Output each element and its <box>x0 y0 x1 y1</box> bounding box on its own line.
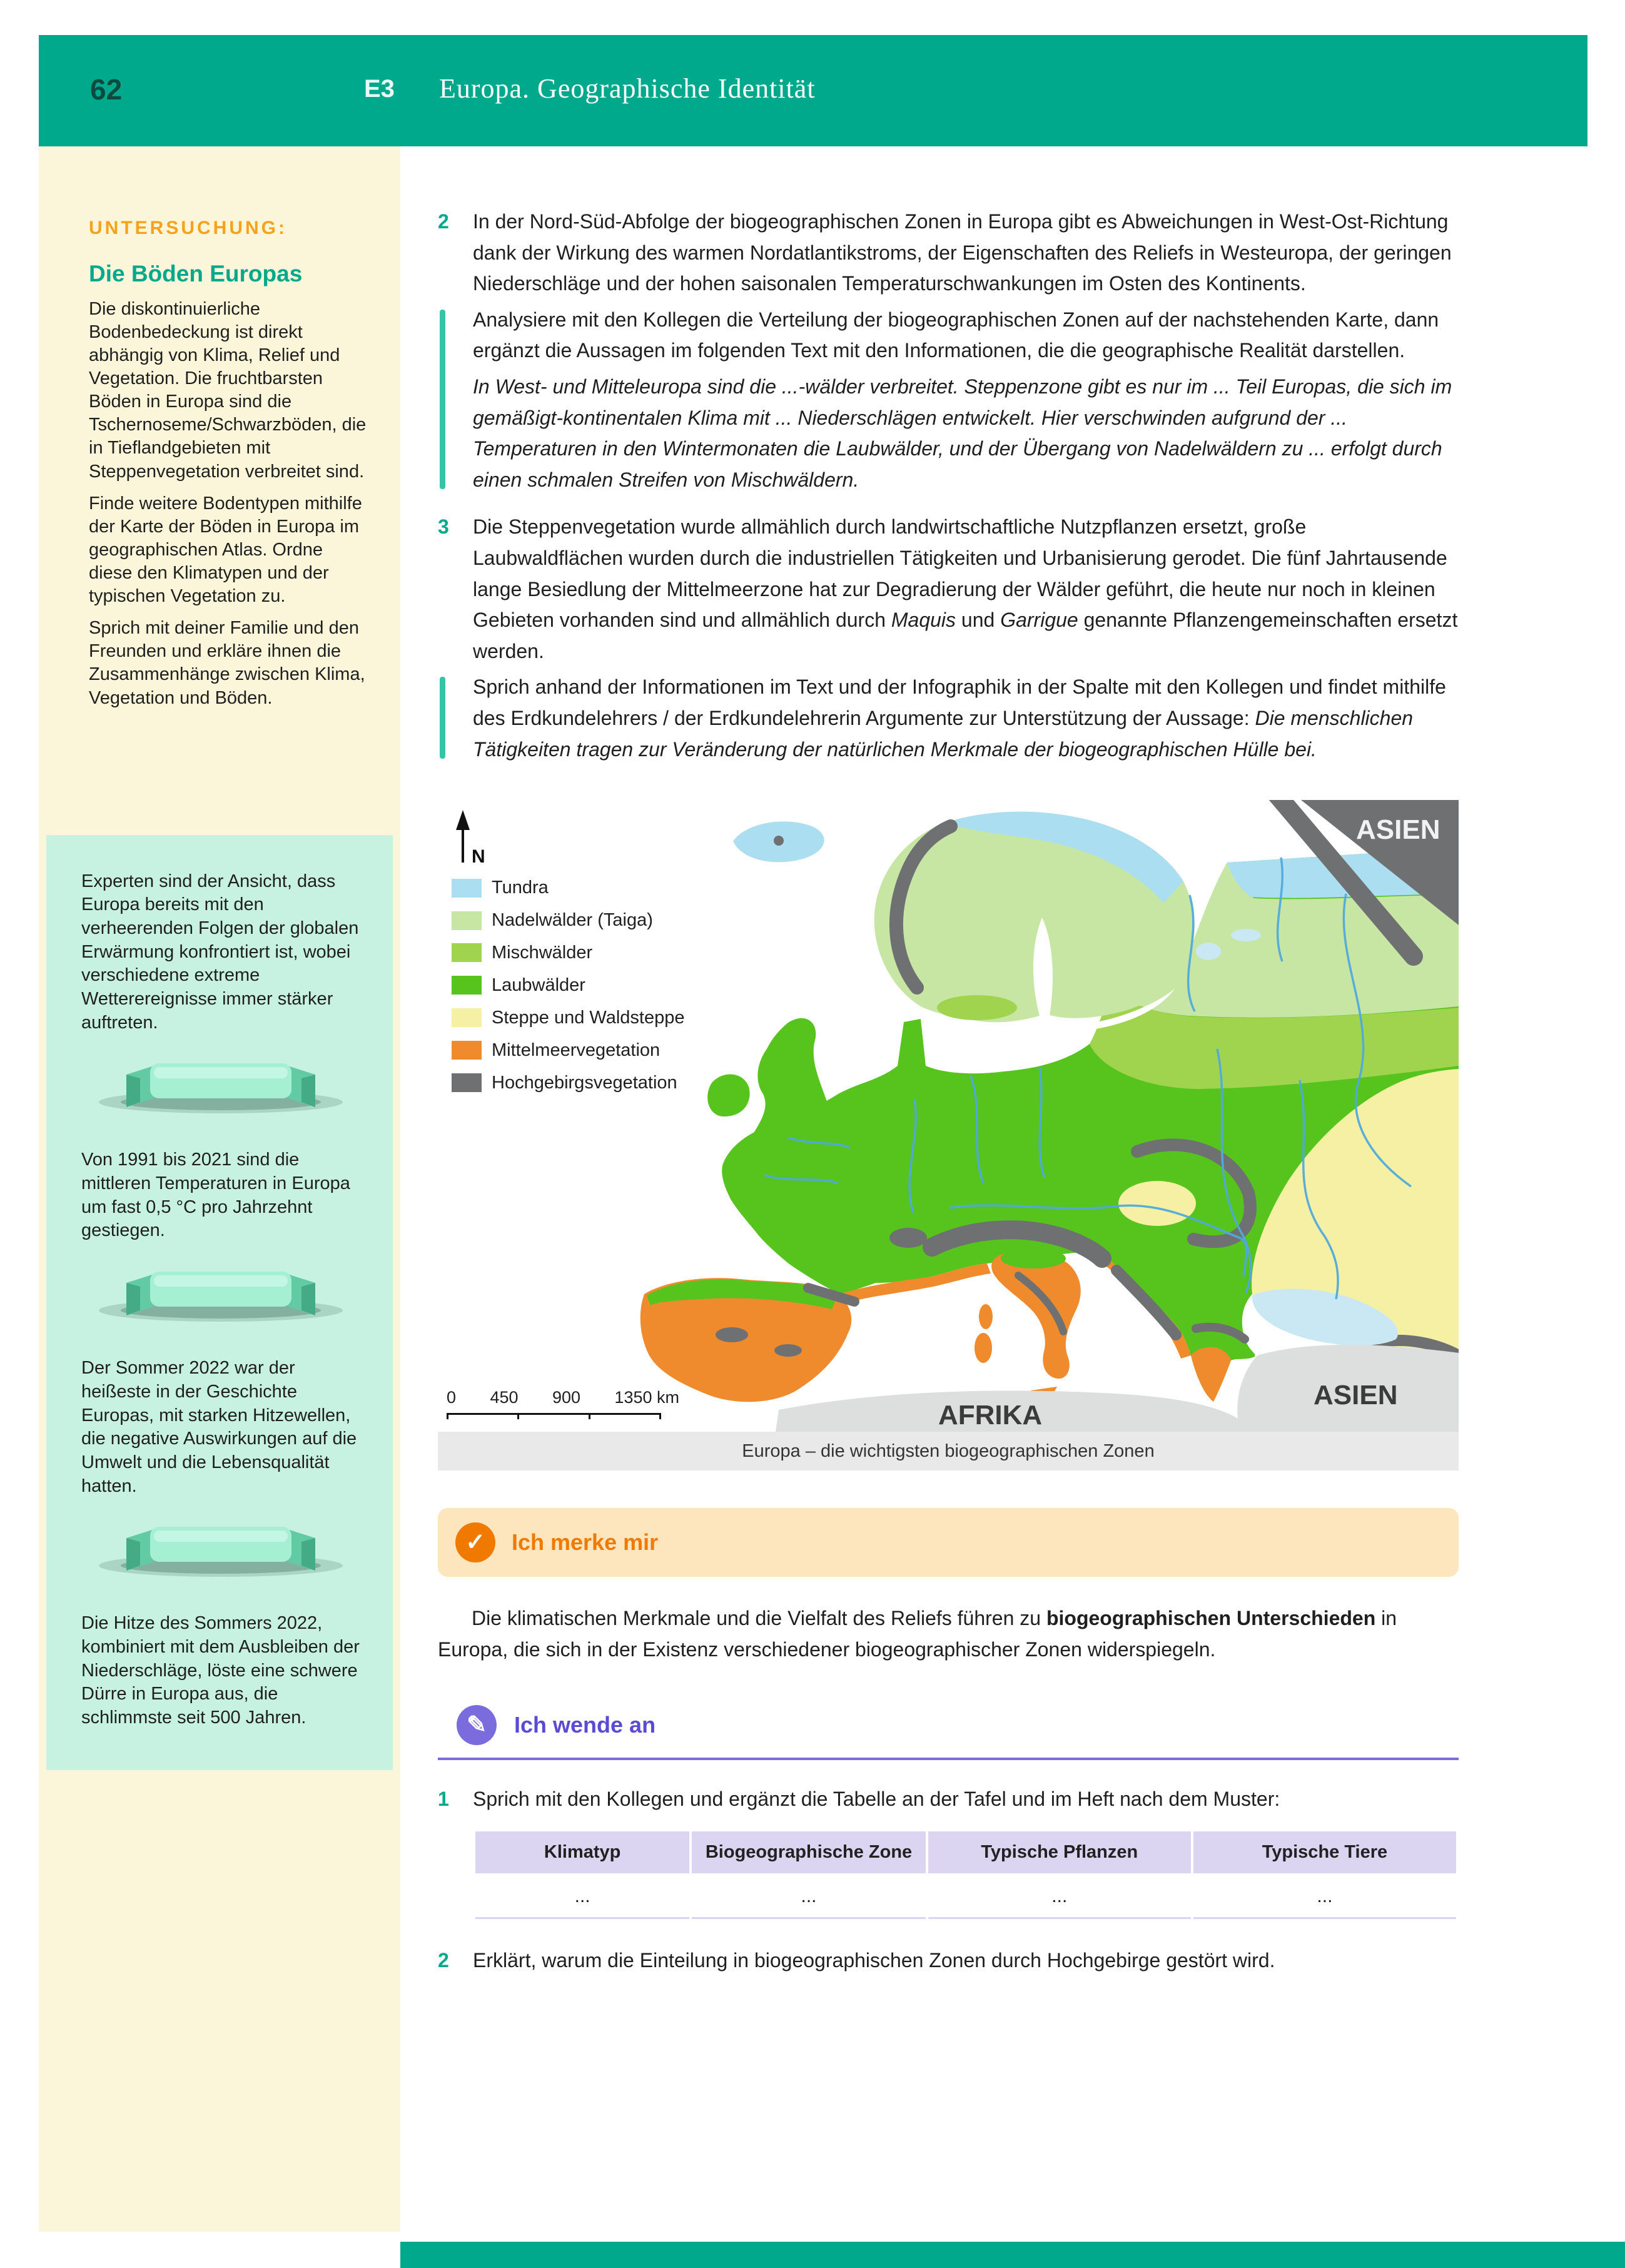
north-label: N <box>472 846 485 868</box>
page-header <box>39 35 1587 146</box>
sidebar <box>39 146 400 2232</box>
table-cell: ... <box>475 1876 689 1920</box>
apply-text: Sprich mit den Kollegen und ergänzt die Tabelle an der Tafel und im Heft nach dem Muster: <box>473 1788 1280 1811</box>
legend-label: Mischwälder <box>492 942 593 963</box>
asia-bottom-label: ASIEN <box>1314 1380 1398 1411</box>
map-legend <box>452 874 684 1101</box>
apply-text: Erklärt, warum die Einteilung in biogeographischen Zonen durch Hochgebirge gestört wird. <box>473 1949 1275 1972</box>
fact-text: Experten sind der Ansicht, dass Europa bereits mit den verheerenden Folgen der globalen Erwärmung konfrontiert ist, wobei verschiedene extreme Wetterereignisse immer stärker auftreten. <box>81 871 359 1033</box>
ribbon-divider-icon <box>86 1521 355 1589</box>
sidebar-content <box>39 146 400 710</box>
page-number: 62 <box>90 73 123 106</box>
exercise-item-2 <box>438 206 1459 495</box>
biogeo-map-figure <box>438 800 1459 1471</box>
task-block <box>473 672 1459 765</box>
legend-item <box>452 906 684 934</box>
pencil-icon: ✎ <box>457 1705 497 1745</box>
legend-swatch <box>452 976 482 995</box>
scale-rule <box>447 1413 661 1419</box>
table-header: Biogeographische Zone <box>692 1831 925 1873</box>
scale-tick: 900 <box>552 1388 580 1407</box>
table-header-row <box>475 1831 1456 1873</box>
scale-labels <box>447 1385 679 1411</box>
table-header: Typische Tiere <box>1193 1831 1456 1873</box>
item-number: 1 <box>438 1788 449 1811</box>
legend-swatch <box>452 911 482 930</box>
legend-item <box>452 1004 684 1032</box>
africa-label: AFRIKA <box>938 1400 1043 1431</box>
legend-item <box>452 939 684 967</box>
legend-swatch <box>452 1041 482 1060</box>
legend-label: Steppe und Waldsteppe <box>492 1007 685 1028</box>
table-cell: ... <box>1193 1876 1456 1920</box>
task-text: Sprich anhand der Informationen im Text und der Infographik in der Spalte mit den Kollegen und findet mithilfe des Erdkundelehrers / der Erdkundelehrerin Argumente zur Unterstützung der Aussage: Die menschlichen Tätigkeiten tragen zur Veränderung der natürlichen Merkmale der biogeographischen Hülle bei. <box>473 676 1446 761</box>
apply-item-2 <box>438 1945 1459 1977</box>
legend-label: Nadelwälder (Taiga) <box>492 910 653 931</box>
legend-swatch <box>452 1008 482 1027</box>
legend-swatch <box>452 1073 482 1092</box>
europe-map <box>438 800 1459 1432</box>
fact-text: Von 1991 bis 2021 sind die mittleren Temperaturen in Europa um fast 0,5 °C pro Jahrzehnt gestiegen. <box>81 1150 350 1241</box>
table-cell: ... <box>692 1876 925 1920</box>
facts-box <box>46 835 393 1770</box>
fill-in-text: In West- und Mitteleuropa sind die ...-wälder verbreitet. Steppenzone gibt es nur im ... Teil Europas, die sich im gemäßigt-kontinentalen Klima mit ... Niederschlägen entwickelt. Hier verschwinden aufgrund der ... Temperaturen in den Wintermonaten die Laubwälder, und der Übergang von Nadelwäldern zu ... erfolgt durch einen schmalen Streifen von Mischwäldern. <box>473 375 1452 491</box>
ribbon-divider-icon <box>86 1057 355 1126</box>
scale-tick: 450 <box>490 1388 519 1407</box>
sidebar-paragraph: Die diskontinuierliche Bodenbedeckung ist direkt abhängig von Klima, Relief und Vegetation. Die fruchtbarsten Böden in Europa sind die Tschernoseme/Schwarzböden, die in Tieflandgebieten mit Steppenvegetation verbreitet sind. <box>89 298 367 482</box>
merke-box <box>438 1508 1459 1577</box>
anwenden-header <box>438 1705 1459 1760</box>
sidebar-paragraph: Sprich mit deiner Familie und den Freunden und erkläre ihnen die Zusammenhänge zwischen Klima, Vegetation und Böden. <box>89 618 365 708</box>
main-column <box>438 206 1459 1977</box>
table-header: Klimatyp <box>475 1831 689 1873</box>
check-icon: ✓ <box>455 1522 495 1562</box>
table-cell: ... <box>928 1876 1191 1920</box>
fact-text: Die Hitze des Sommers 2022, kombiniert mit dem Ausbleiben der Niederschläge, löste eine schwere Dürre in Europa aus, die schlimmste seit 500 Jahren. <box>81 1613 360 1728</box>
legend-item <box>452 874 684 902</box>
task-block <box>473 305 1459 496</box>
legend-swatch <box>452 943 482 962</box>
scale-tick: 0 <box>447 1388 457 1407</box>
merke-title: Ich merke mir <box>512 1529 659 1556</box>
chapter-title: Europa. Geographische Identität <box>439 73 816 104</box>
scale-tick: 1350 km <box>614 1388 679 1407</box>
legend-label: Mittelmeervegetation <box>492 1040 661 1060</box>
table-row <box>475 1876 1456 1920</box>
unit-code: E3 <box>364 75 395 103</box>
legend-item <box>452 1069 684 1097</box>
legend-item <box>452 971 684 1000</box>
item-number: 2 <box>438 210 449 233</box>
sidebar-paragraph: Finde weitere Bodentypen mithilfe der Karte der Böden in Europa im geographischen Atlas. Ordne diese den Klimatypen und der typischen Vegetation zu. <box>89 493 362 607</box>
ribbon-divider-icon <box>86 1265 355 1334</box>
sidebar-heading: Die Böden Europas <box>89 261 303 287</box>
fact-text: Der Sommer 2022 war der heißeste in der Geschichte Europas, mit starken Hitzewellen, die negative Auswirkungen auf die Umwelt und die Lebensqualität hatten. <box>81 1358 357 1496</box>
legend-label: Hochgebirgsvegetation <box>492 1072 677 1093</box>
asia-top-label: ASIEN <box>1356 814 1440 846</box>
item-number: 2 <box>438 1949 449 1972</box>
exercise-item-3 <box>438 512 1459 765</box>
legend-label: Laubwälder <box>492 975 585 995</box>
task-text: Analysiere mit den Kollegen die Verteilung der biogeographischen Zonen auf der nachstehenden Karte, dann ergänzt die Aussagen im folgenden Text mit den Informationen, die die geographische Realität darstellen. <box>473 308 1439 362</box>
legend-swatch <box>452 879 482 898</box>
legend-label: Tundra <box>492 878 549 898</box>
sidebar-kicker: UNTERSUCHUNG: <box>89 218 287 238</box>
anwenden-title: Ich wende an <box>514 1712 656 1738</box>
table-header: Typische Pflanzen <box>928 1831 1191 1873</box>
map-scalebar <box>447 1385 679 1419</box>
apply-item-1 <box>438 1784 1459 1921</box>
item-text: In der Nord-Süd-Abfolge der biogeographischen Zonen in Europa gibt es Abweichungen in West-Ost-Richtung dank der Wirkung des warmen Nordatlantikstroms, der Eigenschaften des Reliefs in Westeuropa, der geringen Niederschläge und der hohen saisonalen Temperaturschwankungen im Osten des Kontinents. <box>473 210 1452 295</box>
merke-text: Die klimatischen Merkmale und die Vielfalt des Reliefs führen zu biogeographischen Unterschieden in Europa, die sich in der Existenz verschiedener biogeographischer Zonen widerspiegeln. <box>438 1607 1397 1661</box>
footer-bar <box>400 2242 1625 2268</box>
item-text: Die Steppenvegetation wurde allmählich durch landwirtschaftliche Nutzpflanzen ersetzt, große Laubwaldflächen wurden durch die industriellen Tätigkeiten und Urbanisierung gerodet. Die fünf Jahrtausende lange Besiedlung der Mittelmeerzone hat zur Degradierung der Wälder geführt, die heute nur noch in kleinen Gebieten vorhanden sind und allmählich durch Maquis und Garrigue genannte Pflanzengemeinschaften ersetzt werden. <box>473 515 1458 662</box>
map-caption: Europa – die wichtigsten biogeographischen Zonen <box>438 1432 1459 1471</box>
legend-item <box>452 1036 684 1065</box>
item-number: 3 <box>438 515 449 539</box>
muster-table <box>473 1829 1459 1921</box>
